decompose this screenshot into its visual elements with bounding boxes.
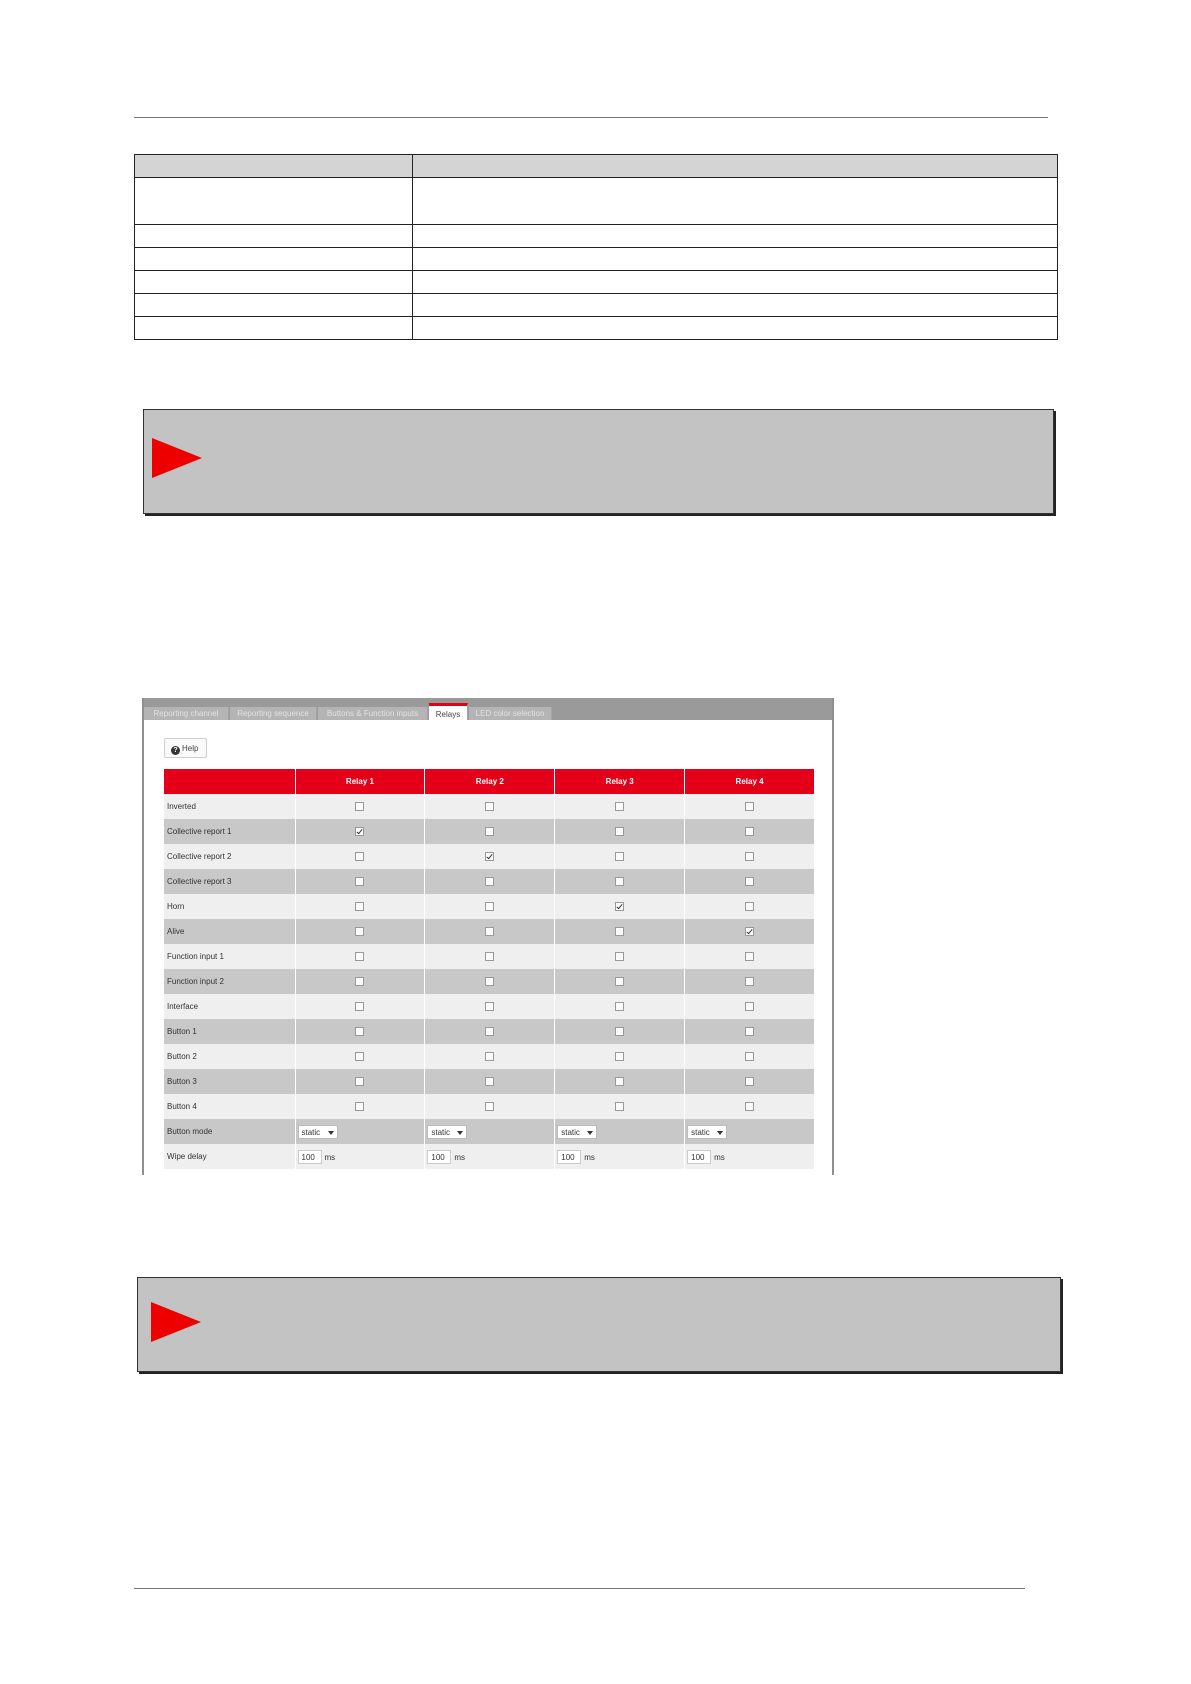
checkbox-cell — [295, 844, 425, 869]
checkbox-cell — [295, 944, 425, 969]
wipe-delay-input[interactable]: 100 — [687, 1150, 711, 1164]
relay-checkbox[interactable] — [615, 827, 624, 836]
checkbox-cell — [425, 1069, 555, 1094]
table-row — [164, 894, 815, 919]
checkbox-cell — [295, 894, 425, 919]
checkbox-cell — [425, 944, 555, 969]
checkbox-cell — [425, 969, 555, 994]
relay-checkbox[interactable] — [745, 902, 754, 911]
row-label: Interface — [164, 994, 295, 1019]
relay-column-header: Relay 3 — [555, 769, 685, 794]
relay-checkbox[interactable] — [615, 1102, 624, 1111]
tab-reporting-channel[interactable]: Reporting channel — [144, 707, 229, 720]
checkbox-cell — [685, 819, 815, 844]
relay-checkbox[interactable] — [615, 877, 624, 886]
table-row — [164, 1119, 815, 1144]
relay-header-row — [164, 769, 815, 794]
checkbox-cell — [555, 1019, 685, 1044]
relay-checkbox[interactable] — [745, 1002, 754, 1011]
checkbox-cell — [295, 919, 425, 944]
relay-checkbox[interactable] — [485, 902, 494, 911]
help-label: Help — [182, 744, 199, 753]
relay-checkbox[interactable] — [485, 1102, 494, 1111]
checkbox-cell — [295, 819, 425, 844]
relay-column-header: Relay 2 — [425, 769, 555, 794]
relay-column-header: Relay 1 — [295, 769, 425, 794]
unit-label: ms — [324, 1152, 336, 1162]
checkbox-cell — [425, 894, 555, 919]
table-row — [164, 1019, 815, 1044]
checkbox-cell — [685, 1069, 815, 1094]
relay-column-header: Relay 4 — [685, 769, 815, 794]
checkbox-cell — [555, 869, 685, 894]
button-mode-select[interactable] — [298, 1125, 338, 1139]
relay-checkbox[interactable] — [355, 852, 364, 861]
checkbox-cell — [685, 994, 815, 1019]
wipe-delay-input[interactable]: 100 — [427, 1150, 451, 1164]
checkbox-cell — [295, 969, 425, 994]
relay-checkbox[interactable] — [615, 1052, 624, 1061]
table-row — [135, 178, 1058, 225]
tab-led-color-selection[interactable]: LED color selection — [469, 707, 552, 720]
relay-checkbox[interactable] — [745, 952, 754, 961]
checkbox-cell — [425, 919, 555, 944]
row-label: Alive — [164, 919, 295, 944]
table-row — [135, 294, 1058, 317]
relay-checkbox[interactable] — [615, 852, 624, 861]
table-row — [135, 225, 1058, 248]
checkbox-cell — [425, 1044, 555, 1069]
relay-checkbox[interactable] — [745, 927, 754, 936]
checkbox-cell — [425, 1019, 555, 1044]
checkbox-cell — [425, 794, 555, 819]
relay-checkbox[interactable] — [355, 1052, 364, 1061]
select-value: static — [431, 1127, 451, 1137]
relay-checkbox[interactable] — [485, 952, 494, 961]
relay-checkbox[interactable] — [615, 927, 624, 936]
relay-checkbox[interactable] — [355, 827, 364, 836]
row-label: Collective report 3 — [164, 869, 295, 894]
checkbox-cell — [685, 1094, 815, 1119]
caret-down-icon — [717, 1131, 723, 1135]
relay-checkbox[interactable] — [615, 977, 624, 986]
checkbox-cell — [295, 869, 425, 894]
checkbox-cell — [555, 794, 685, 819]
relay-checkbox[interactable] — [355, 1077, 364, 1086]
unit-label: ms — [454, 1152, 466, 1162]
checkbox-cell — [425, 844, 555, 869]
header-rule — [134, 117, 1048, 118]
row-label: Horn — [164, 894, 295, 919]
table-row — [135, 248, 1058, 271]
select-value: static — [561, 1127, 580, 1137]
relay-checkbox[interactable] — [745, 977, 754, 986]
checkbox-cell — [685, 969, 815, 994]
wipe-delay-input[interactable]: 100 — [298, 1150, 322, 1164]
note-box — [137, 1277, 1061, 1372]
relay-checkbox[interactable] — [615, 902, 624, 911]
checkbox-cell — [685, 794, 815, 819]
checkbox-cell — [425, 869, 555, 894]
relay-grid — [164, 769, 815, 1169]
table-row — [164, 1069, 815, 1094]
table-row — [164, 819, 815, 844]
relay-checkbox[interactable] — [615, 1077, 624, 1086]
relay-checkbox[interactable] — [485, 827, 494, 836]
relay-checkbox[interactable] — [485, 877, 494, 886]
parameter-table — [134, 154, 1058, 340]
relay-checkbox[interactable] — [355, 977, 364, 986]
select-cell — [425, 1119, 555, 1144]
relay-checkbox[interactable] — [745, 1102, 754, 1111]
table-row — [164, 1044, 815, 1069]
note-box — [143, 409, 1054, 514]
row-label: Function input 1 — [164, 944, 295, 969]
arrow-right-icon — [151, 1302, 201, 1342]
input-cell — [425, 1144, 555, 1169]
relay-checkbox[interactable] — [745, 852, 754, 861]
relay-checkbox[interactable] — [355, 1002, 364, 1011]
checkbox-cell — [555, 969, 685, 994]
checkbox-cell — [425, 994, 555, 1019]
button-mode-select[interactable] — [687, 1125, 727, 1139]
tab-buttons-function-inputs[interactable]: Buttons & Function inputs — [318, 707, 428, 720]
wipe-delay-input[interactable]: 100 — [557, 1150, 581, 1164]
arrow-right-icon — [152, 438, 202, 478]
help-button[interactable] — [164, 738, 207, 758]
relay-checkbox[interactable] — [355, 877, 364, 886]
tab-relays[interactable]: Relays — [429, 703, 468, 720]
relay-checkbox[interactable] — [485, 1052, 494, 1061]
checkbox-cell — [295, 1019, 425, 1044]
question-icon: ? — [171, 746, 180, 755]
row-label: Function input 2 — [164, 969, 295, 994]
row-label: Button 2 — [164, 1044, 295, 1069]
checkbox-cell — [425, 819, 555, 844]
tab-reporting-sequence[interactable]: Reporting sequence — [230, 707, 317, 720]
checkbox-cell — [555, 1094, 685, 1119]
select-cell — [685, 1119, 815, 1144]
table-row — [164, 869, 815, 894]
relay-checkbox[interactable] — [355, 802, 364, 811]
relay-checkbox[interactable] — [485, 927, 494, 936]
checkbox-cell — [685, 919, 815, 944]
table-row — [164, 919, 815, 944]
checkbox-cell — [295, 1094, 425, 1119]
checkbox-cell — [685, 944, 815, 969]
input-cell — [295, 1144, 425, 1169]
relay-checkbox[interactable] — [485, 802, 494, 811]
checkbox-cell — [555, 819, 685, 844]
row-label: Button 4 — [164, 1094, 295, 1119]
relay-checkbox[interactable] — [745, 1077, 754, 1086]
checkbox-cell — [685, 894, 815, 919]
relay-checkbox[interactable] — [485, 977, 494, 986]
table-row — [135, 271, 1058, 294]
checkbox-cell — [685, 869, 815, 894]
table-row — [164, 944, 815, 969]
table-row — [164, 1094, 815, 1119]
checkbox-cell — [685, 844, 815, 869]
table-row — [164, 794, 815, 819]
row-label: Collective report 1 — [164, 819, 295, 844]
relay-checkbox[interactable] — [485, 1077, 494, 1086]
table-row — [164, 994, 815, 1019]
relay-checkbox[interactable] — [355, 1027, 364, 1036]
table-row — [135, 317, 1058, 340]
relay-checkbox[interactable] — [355, 1102, 364, 1111]
select-value: static — [691, 1127, 710, 1137]
select-value: static — [301, 1127, 321, 1137]
checkbox-cell — [555, 1044, 685, 1069]
checkbox-cell — [295, 1069, 425, 1094]
checkbox-cell — [425, 1094, 555, 1119]
checkbox-cell — [555, 1069, 685, 1094]
row-label: Collective report 2 — [164, 844, 295, 869]
relay-checkbox[interactable] — [355, 902, 364, 911]
relay-checkbox[interactable] — [745, 877, 754, 886]
relay-checkbox[interactable] — [745, 1052, 754, 1061]
unit-label: ms — [714, 1152, 725, 1162]
relay-checkbox[interactable] — [615, 1002, 624, 1011]
footer-rule — [134, 1588, 1025, 1589]
row-label: Button 1 — [164, 1019, 295, 1044]
checkbox-cell — [555, 844, 685, 869]
table-row — [164, 844, 815, 869]
button-mode-select[interactable] — [557, 1125, 597, 1139]
relay-checkbox[interactable] — [745, 827, 754, 836]
relay-checkbox[interactable] — [485, 1027, 494, 1036]
checkbox-cell — [685, 1044, 815, 1069]
checkbox-cell — [555, 919, 685, 944]
header-blank-cell — [164, 769, 295, 794]
row-label: Wipe delay — [164, 1144, 295, 1169]
checkbox-cell — [295, 794, 425, 819]
checkbox-cell — [555, 994, 685, 1019]
relay-checkbox[interactable] — [615, 1027, 624, 1036]
input-cell — [555, 1144, 685, 1169]
relay-checkbox[interactable] — [355, 927, 364, 936]
relay-checkbox[interactable] — [355, 952, 364, 961]
relay-checkbox[interactable] — [485, 852, 494, 861]
row-label: Button mode — [164, 1119, 295, 1144]
caret-down-icon — [457, 1131, 463, 1135]
unit-label: ms — [584, 1152, 595, 1162]
relay-checkbox[interactable] — [745, 802, 754, 811]
relay-checkbox[interactable] — [615, 802, 624, 811]
relay-checkbox[interactable] — [615, 952, 624, 961]
row-label: Inverted — [164, 794, 295, 819]
button-mode-select[interactable] — [427, 1125, 467, 1139]
checkbox-cell — [295, 994, 425, 1019]
checkbox-cell — [555, 944, 685, 969]
relay-checkbox[interactable] — [485, 1002, 494, 1011]
table-header-row — [135, 155, 1058, 178]
checkbox-cell — [685, 1019, 815, 1044]
input-cell — [685, 1144, 815, 1169]
checkbox-cell — [555, 894, 685, 919]
relay-checkbox[interactable] — [745, 1027, 754, 1036]
caret-down-icon — [587, 1131, 593, 1135]
row-label: Button 3 — [164, 1069, 295, 1094]
caret-down-icon — [328, 1131, 334, 1135]
tab-bar — [144, 698, 832, 720]
table-row — [164, 969, 815, 994]
table-row — [164, 1144, 815, 1169]
select-cell — [295, 1119, 425, 1144]
select-cell — [555, 1119, 685, 1144]
checkbox-cell — [295, 1044, 425, 1069]
relays-screenshot — [142, 698, 834, 1175]
